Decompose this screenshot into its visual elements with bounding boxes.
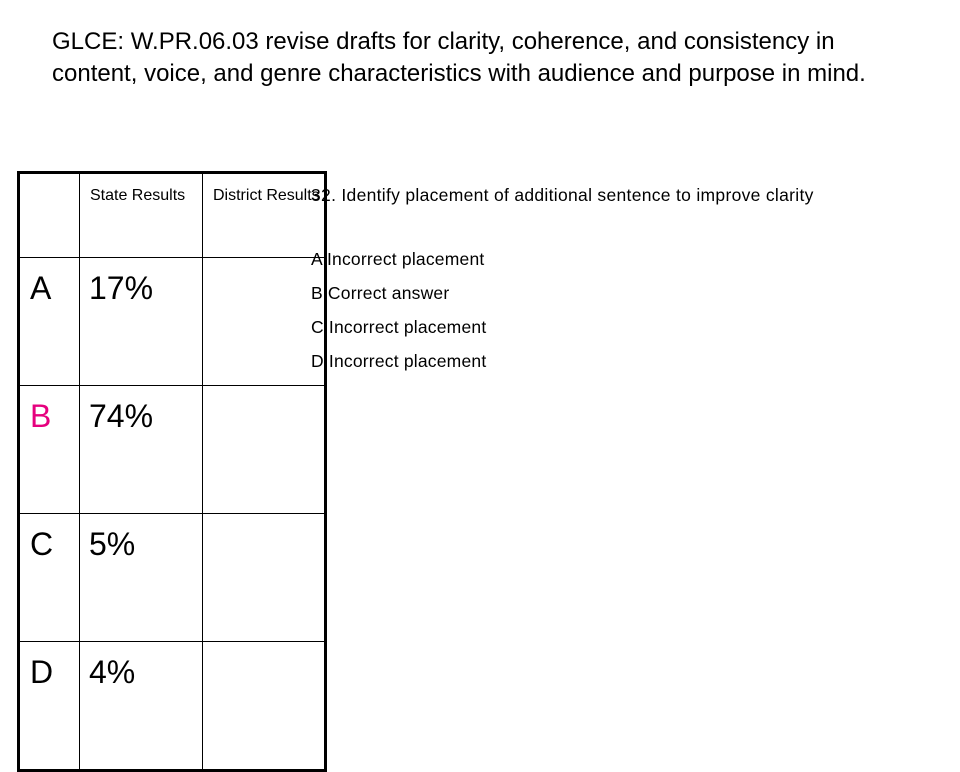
table-row [19, 514, 326, 642]
table-header-row [19, 173, 326, 258]
district-result-d [203, 642, 326, 771]
header-district-results: District Results [203, 173, 326, 258]
page-title: GLCE: W.PR.06.03 revise drafts for clarity, coherence, and consistency in content, voice, and genre characteristics with audience and purpose in mind. [52, 28, 866, 87]
question-block [311, 181, 911, 378]
list-item: D Incorrect placement [311, 351, 487, 371]
header-state-results: State Results [80, 173, 203, 258]
list-item: B Correct answer [311, 283, 450, 303]
list-item: A Incorrect placement [311, 249, 485, 269]
answer-options-list [311, 242, 911, 378]
state-result-d: 4% [80, 642, 203, 771]
state-result-b: 74% [80, 386, 203, 514]
table-row [19, 258, 326, 386]
list-item: C Incorrect placement [311, 317, 487, 337]
state-result-a: 17% [80, 258, 203, 386]
answer-letter-d: D [19, 642, 80, 771]
question-text: 32. Identify placement of additional sentence to improve clarity [311, 185, 814, 205]
state-result-c: 5% [80, 514, 203, 642]
header-letter [19, 173, 80, 258]
district-result-a [203, 258, 326, 386]
answer-letter-b: B [19, 386, 80, 514]
district-result-c [203, 514, 326, 642]
table-row [19, 386, 326, 514]
answer-letter-c: C [19, 514, 80, 642]
answer-letter-a: A [19, 258, 80, 386]
table-row [19, 642, 326, 771]
district-result-b [203, 386, 326, 514]
results-table [17, 171, 327, 772]
